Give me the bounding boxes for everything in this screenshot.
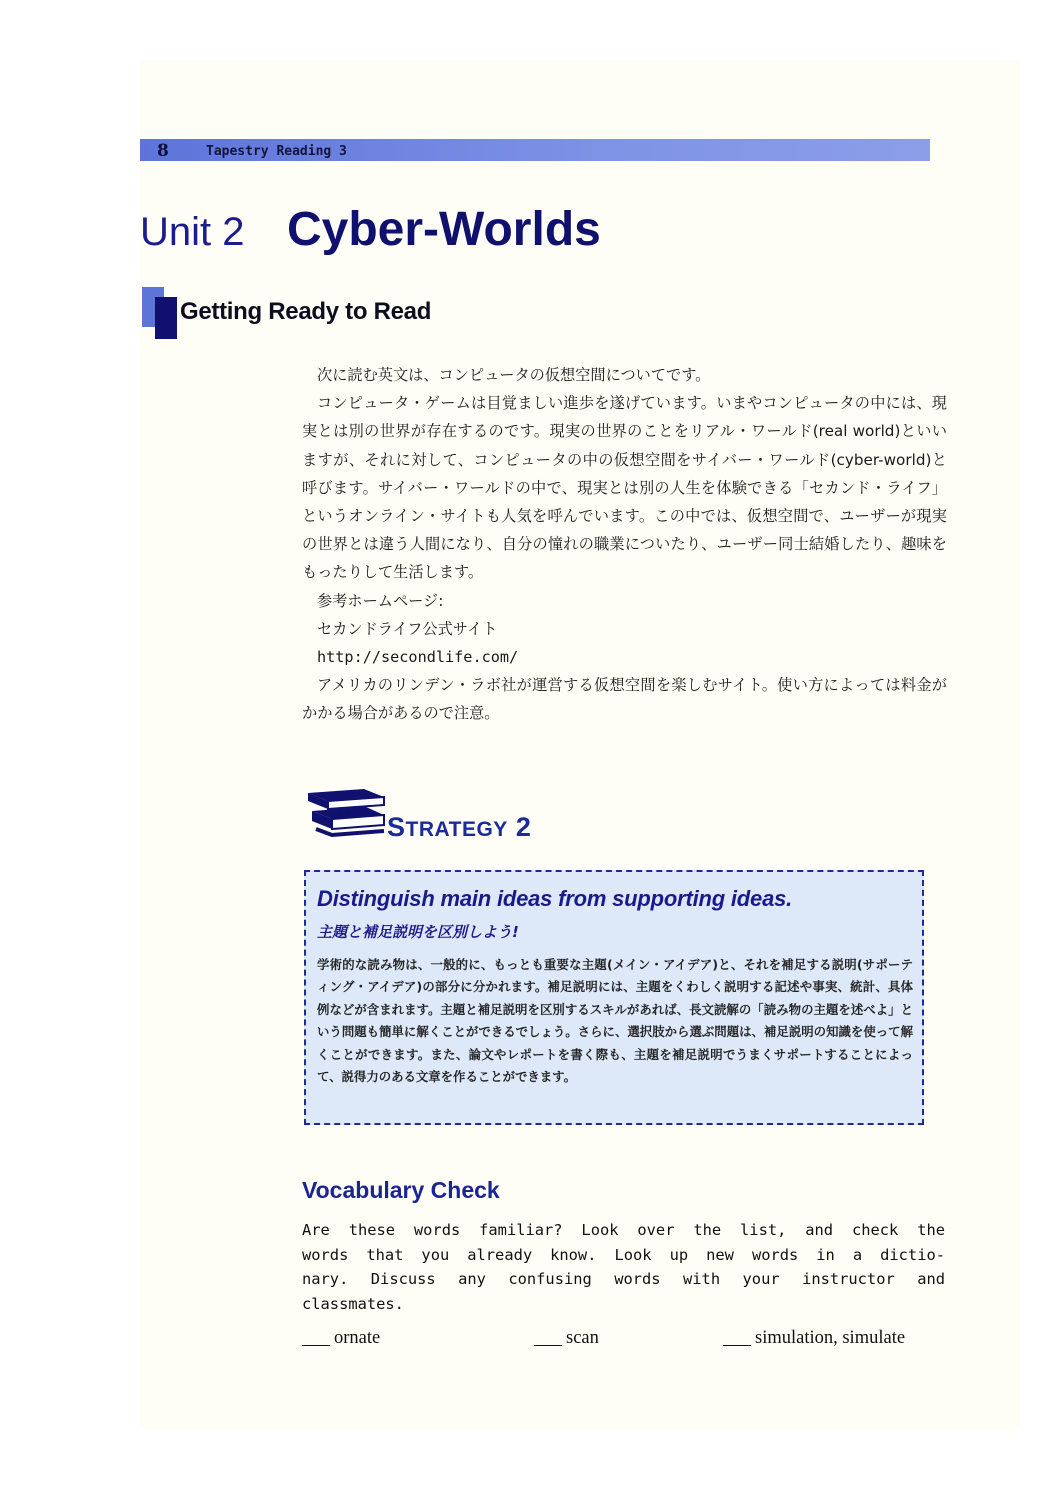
- vocab-item-ornate: [302, 1328, 380, 1349]
- vocab-item-scan: [534, 1328, 599, 1349]
- reference-site: セカンドライフ公式サイト: [317, 619, 498, 638]
- strategy-paragraph: 学術的な読み物は、一般的に、もっとも重要な主題(メイン・アイデア)と、それを補足する説明(サポーティング・アイデア)の部分に分かれます。補足説明には、主題をくわしく説明する記述や事実、統計、具体例などが含まれます。主題と補足説明を区別するスキルがあれば、長文読解の「読み物の主題を述べよ」という問題も簡単に解くことができるでしょう。さらに、選択肢から選ぶ問題は、補足説明の知識を使って解くことができます。また、論文やレポートを書く際も、主題を補足説明でうまくサポートすることによって、説得力のある文章を作ることができます。: [317, 957, 913, 1085]
- vocab-word: ornate: [334, 1328, 381, 1348]
- vocabulary-line: classmates.: [302, 1294, 404, 1313]
- intro-paragraph: コンピュータ・ゲームは目覚ましい進歩を遂げています。いまやコンピュータの中には、現実とは別の世界が存在するのです。現実の世界のことをリアル・ワールド(real world)といいますが、それに対して、コンピュータの中の仮想空間をサイバー・ワールド(cyber-world)と呼びます。サイバー・ワールドの中で、現実とは別の人生を体験できる「セカンド・ライフ」というオンライン・サイトも人気を呼んでいます。この中では、仮想空間で、ユーザーが現実の世界とは違う人間になり、自分の憧れの職業についたり、ユーザー同士結婚したり、趣味をもったりして生活します。: [302, 394, 947, 582]
- section-heading: Getting Ready to Read: [180, 298, 432, 325]
- checkbox-blank[interactable]: [723, 1345, 751, 1346]
- vocabulary-line: Are these words familiar? Look over the list, and check the: [302, 1221, 945, 1239]
- vocabulary-heading: Vocabulary Check: [302, 1177, 500, 1203]
- unit-title: Cyber-Worlds: [287, 203, 601, 256]
- checkbox-blank[interactable]: [534, 1345, 562, 1346]
- intro-text: [302, 361, 947, 728]
- vocabulary-line: nary. Discuss any confusing words with your instructor and: [302, 1270, 945, 1289]
- intro-line: 次に読む英文は、コンピュータの仮想空間についてです。: [317, 366, 711, 384]
- running-header-title: Tapestry Reading 3: [206, 144, 347, 159]
- strategy-subtitle: 主題と補足説明を区別しよう!: [317, 923, 519, 941]
- unit-label: Unit 2: [140, 210, 245, 254]
- vocab-word: scan: [566, 1328, 599, 1348]
- reference-url: http://secondlife.com/: [317, 648, 519, 667]
- strategy-title: Distinguish main ideas from supporting ideas.: [317, 886, 793, 911]
- strategy-body: [317, 954, 913, 1088]
- vocabulary-instructions: [302, 1218, 945, 1316]
- page-number: 8: [157, 141, 169, 161]
- books-icon: [304, 787, 386, 839]
- vocab-word: simulation, simulate: [755, 1328, 906, 1348]
- vocab-item-simulation: [723, 1328, 905, 1349]
- checkbox-blank[interactable]: [302, 1345, 330, 1346]
- reference-note: アメリカのリンデン・ラボ社が運営する仮想空間を楽しむサイト。使い方によっては料金がかかる場合があるので注意。: [302, 676, 947, 723]
- reference-label: 参考ホームページ:: [317, 591, 444, 610]
- vocabulary-line: words that you already know. Look up new words in a dictio-: [302, 1245, 945, 1264]
- strategy-label: STRATEGY 2: [387, 812, 532, 842]
